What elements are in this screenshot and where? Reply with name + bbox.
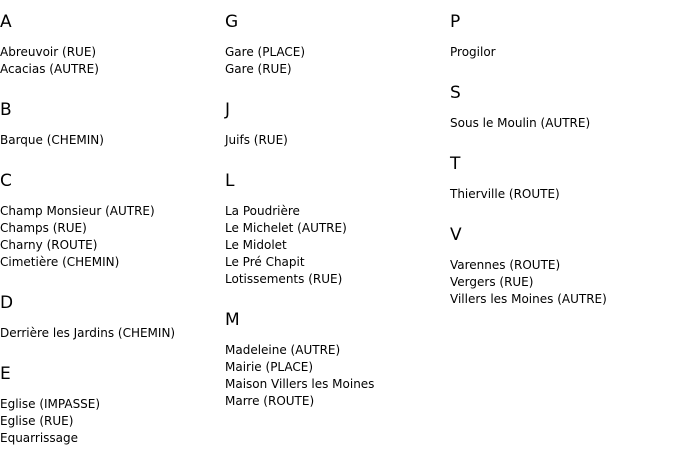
street-index-column xyxy=(0,0,225,457)
street-link[interactable]: Acacias (AUTRE) xyxy=(0,62,99,76)
street-list-item xyxy=(450,291,675,308)
street-index-column xyxy=(450,0,675,318)
letter-group xyxy=(450,0,675,71)
street-list-item xyxy=(0,44,225,61)
street-list-item xyxy=(0,325,225,342)
street-list-item xyxy=(0,220,225,237)
street-list xyxy=(225,32,450,88)
street-link[interactable]: Mairie (PLACE) xyxy=(225,360,314,374)
street-list xyxy=(450,245,675,318)
street-list-item xyxy=(225,203,450,220)
street-link[interactable]: Champs (RUE) xyxy=(0,221,87,235)
street-list-item xyxy=(450,44,675,61)
street-link[interactable]: Progilor xyxy=(450,45,496,59)
letter-heading: E xyxy=(0,364,11,384)
letter-heading: G xyxy=(225,12,239,32)
letter-heading: V xyxy=(450,225,462,245)
letter-group xyxy=(225,298,450,420)
street-list xyxy=(0,384,225,457)
letter-group xyxy=(225,0,450,88)
street-link[interactable]: Derrière les Jardins (CHEMIN) xyxy=(0,326,176,340)
street-list-item xyxy=(0,237,225,254)
street-list-item xyxy=(225,376,450,393)
street-list-item xyxy=(225,271,450,288)
street-list xyxy=(450,174,675,213)
street-link[interactable]: Barque (CHEMIN) xyxy=(0,133,104,147)
street-list-item xyxy=(0,203,225,220)
street-list-item xyxy=(0,132,225,149)
street-list-item xyxy=(225,237,450,254)
street-list-item xyxy=(0,254,225,271)
letter-heading: T xyxy=(450,154,461,174)
street-link[interactable]: Gare (RUE) xyxy=(225,62,292,76)
street-list-item xyxy=(450,186,675,203)
street-link[interactable]: La Poudrière xyxy=(225,204,300,218)
street-link[interactable]: Equarrissage xyxy=(0,431,79,445)
letter-heading: S xyxy=(450,83,461,103)
street-list-item xyxy=(225,359,450,376)
street-link[interactable]: Cimetière (CHEMIN) xyxy=(0,255,120,269)
letter-heading: L xyxy=(225,171,235,191)
street-list-item xyxy=(0,430,225,447)
street-list xyxy=(450,103,675,142)
letter-group xyxy=(450,213,675,318)
street-list-item xyxy=(0,396,225,413)
street-link[interactable]: Eglise (IMPASSE) xyxy=(0,397,101,411)
street-link[interactable]: Abreuvoir (RUE) xyxy=(0,45,97,59)
street-list xyxy=(225,330,450,420)
street-link[interactable]: Marre (ROUTE) xyxy=(225,394,315,408)
street-list-item xyxy=(225,132,450,149)
street-link[interactable]: Madeleine (AUTRE) xyxy=(225,343,341,357)
street-link[interactable]: Varennes (ROUTE) xyxy=(450,258,561,272)
street-list xyxy=(450,32,675,71)
street-list-item xyxy=(450,115,675,132)
street-link[interactable]: Le Michelet (AUTRE) xyxy=(225,221,347,235)
street-list-item xyxy=(0,413,225,430)
street-link[interactable]: Eglise (RUE) xyxy=(0,414,74,428)
street-list-item xyxy=(225,254,450,271)
letter-heading: D xyxy=(0,293,14,313)
letter-heading: P xyxy=(450,12,461,32)
letter-heading: M xyxy=(225,310,240,330)
street-list-item xyxy=(225,393,450,410)
street-list xyxy=(0,191,225,281)
street-list-item xyxy=(450,274,675,291)
letter-group xyxy=(0,0,225,88)
letter-group xyxy=(0,352,225,457)
street-link[interactable]: Sous le Moulin (AUTRE) xyxy=(450,116,591,130)
letter-heading: J xyxy=(225,100,231,120)
street-link[interactable]: Juifs (RUE) xyxy=(225,133,288,147)
letter-group xyxy=(450,71,675,142)
letter-group xyxy=(225,159,450,298)
street-list xyxy=(225,191,450,298)
letter-heading: C xyxy=(0,171,12,191)
letter-heading: B xyxy=(0,100,12,120)
street-list-item xyxy=(225,61,450,78)
street-list-item xyxy=(450,257,675,274)
street-list xyxy=(225,120,450,159)
letter-group xyxy=(225,88,450,159)
letter-group xyxy=(0,281,225,352)
street-list-item xyxy=(0,61,225,78)
letter-heading: A xyxy=(0,12,12,32)
street-link[interactable]: Gare (PLACE) xyxy=(225,45,306,59)
street-list-item xyxy=(225,342,450,359)
street-link[interactable]: Vergers (RUE) xyxy=(450,275,534,289)
street-link[interactable]: Villers les Moines (AUTRE) xyxy=(450,292,607,306)
street-list-item xyxy=(225,44,450,61)
street-list xyxy=(0,313,225,352)
street-link[interactable]: Lotissements (RUE) xyxy=(225,272,343,286)
letter-group xyxy=(450,142,675,213)
street-link[interactable]: Le Midolet xyxy=(225,238,287,252)
letter-group xyxy=(0,88,225,159)
street-link[interactable]: Le Pré Chapit xyxy=(225,255,305,269)
street-link[interactable]: Thierville (ROUTE) xyxy=(450,187,560,201)
street-link[interactable]: Maison Villers les Moines xyxy=(225,377,375,391)
street-link[interactable]: Champ Monsieur (AUTRE) xyxy=(0,204,155,218)
street-list xyxy=(0,32,225,88)
street-list xyxy=(0,120,225,159)
letter-group xyxy=(0,159,225,281)
street-list-item xyxy=(225,220,450,237)
street-index-column xyxy=(225,0,450,420)
street-link[interactable]: Charny (ROUTE) xyxy=(0,238,98,252)
